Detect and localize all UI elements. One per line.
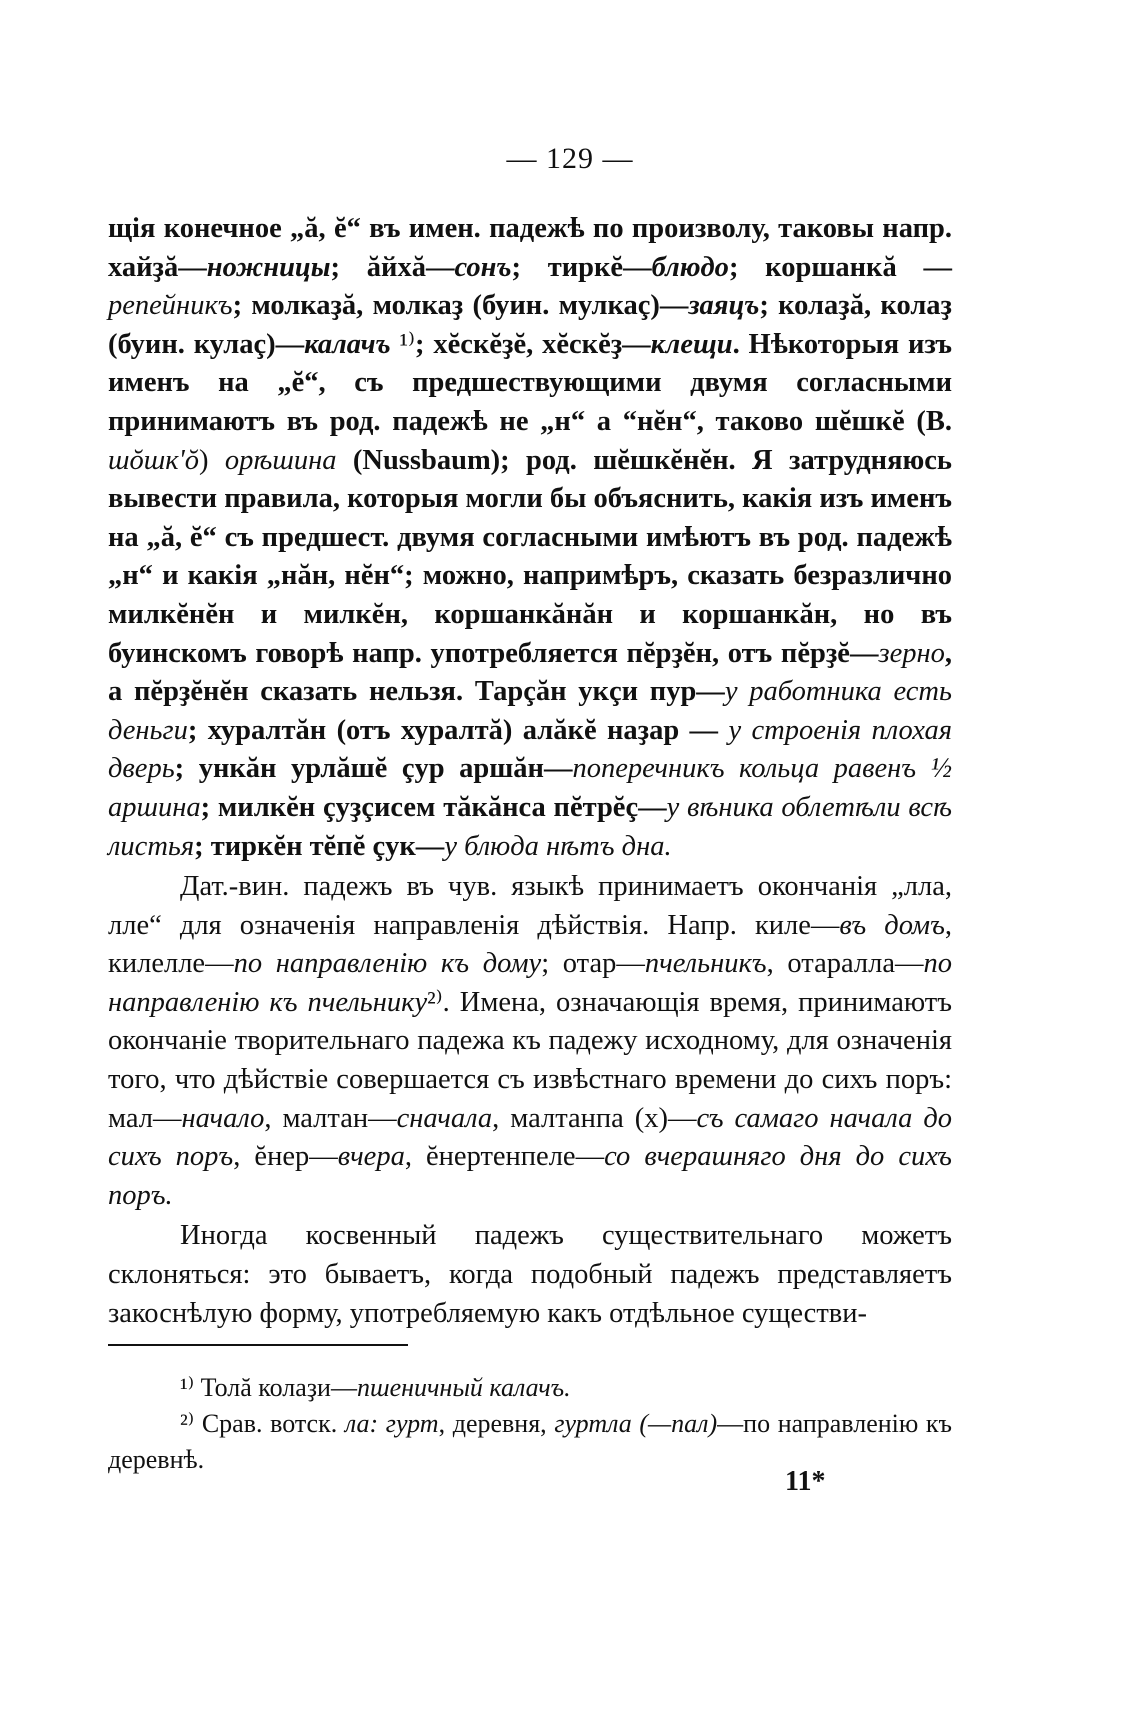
text-run: по направленію къ дому	[233, 948, 542, 980]
text-run: Дат.-вин. падежъ въ чув. языкѣ принимаетъ окончанія „лла, лле“ для означенія направленія дѣйствія. Напр. киле—	[108, 871, 952, 941]
text-run: ¹⁾ Толă колаҙи—	[180, 1373, 357, 1402]
text-run: шŏшк'ŏ	[108, 444, 199, 476]
text-run: . Имена, означающія время, принимаютъ окончаніе творительнаго падежа къ падежу исходному, для означенія того, что дѣйствіе совершается съ извѣстнаго времени до сихъ поръ: мал—	[108, 986, 952, 1134]
text-run: репейникъ	[108, 290, 233, 322]
text-run: по направленію къ пчельнику	[108, 948, 952, 1018]
paragraph	[108, 210, 952, 866]
text-run: , отаралла—	[766, 948, 924, 980]
text-run: у блюда нѣтъ дна.	[444, 830, 672, 862]
text-run: заяцъ	[688, 290, 760, 322]
text-run: , малтанпа (х)—	[492, 1102, 697, 1134]
text-run: клещи	[650, 328, 733, 360]
text-run: —по направленію къ деревнѣ.	[108, 1409, 953, 1474]
text-run: съ самаго начала до сихъ поръ	[108, 1102, 953, 1173]
text-run: гуртла (—пал)	[554, 1409, 718, 1438]
text-run: )	[198, 444, 225, 476]
text-run: ; хĕскĕҙĕ, хĕскĕҙ—	[415, 328, 651, 360]
text-run: сонъ	[454, 251, 512, 283]
text-run: сначала	[396, 1102, 493, 1134]
text-run: вчера	[337, 1141, 405, 1173]
text-run: у строенія плохая дверь	[108, 714, 952, 785]
text-run: у вѣника облетѣли всѣ листья	[108, 791, 953, 862]
body-text	[108, 210, 952, 1333]
text-run: ; тиркĕ—	[511, 251, 652, 283]
text-run: , ĕнер—	[233, 1141, 338, 1173]
text-run: (Nussbaum); род. шĕшкĕнĕн. Я затрудняюсь вывести правила, которыя могли бы объяснить, какія изъ именъ на „ă, ĕ“ съ предшест. двумя согласными имѣютъ въ род. падежѣ „н“ и какія „нăн, нĕн“; можно, напримѣръ, сказать безразлично милкĕнĕн и милкĕн, коршанкăнăн и коршанкăн, но въ буинскомъ говорѣ напр. употребляется пĕрҙĕн, отъ пĕрҙĕ—	[108, 444, 953, 669]
page-number-header: — 129 —	[506, 142, 634, 175]
text-run: ; ăйхă—	[330, 251, 455, 283]
text-run: , ĕнертенпеле—	[404, 1141, 605, 1173]
footnote	[108, 1370, 952, 1406]
text-run: ²⁾ Срав. вотск.	[180, 1409, 345, 1438]
signature-mark: 11*	[785, 1466, 826, 1497]
text-run: ²⁾	[427, 986, 443, 1018]
text-run: , а пĕрҙĕнĕн сказать нельзя. Тарçăн укçи пур—	[108, 637, 952, 708]
text-run: ; молкаҙă, молкаҙ (буин. мулкаç)—	[232, 290, 689, 322]
footnote-divider	[108, 1344, 408, 1346]
text-run: ; коршанкă —	[728, 251, 952, 283]
text-run: ¹⁾	[390, 328, 416, 360]
text-run: . Нѣкоторыя изъ именъ на „ĕ“, съ предшествующими двумя согласными принимаютъ въ род. падежѣ не „н“ а “нĕн“, таково шĕшкĕ (В.	[108, 328, 952, 437]
text-run: у работника есть деньги	[108, 676, 952, 746]
text-run: , малтан—	[264, 1102, 397, 1134]
text-run: калачъ	[304, 328, 391, 360]
text-run: ; милкĕн çуҙçисем тăкăнса пĕтрĕç—	[200, 791, 667, 823]
text-run: зерно	[878, 637, 945, 669]
text-run: Иногда косвенный падежъ существительнаго можетъ склоняться: это бываетъ, когда подобный падежъ представляетъ закоснѣлую форму, употребляемую какъ отдѣльное существи-	[108, 1220, 952, 1329]
footnotes	[108, 1370, 952, 1478]
text-run: въ домъ	[839, 909, 945, 941]
text-run: ножницы	[206, 251, 331, 283]
text-run: начало	[181, 1102, 265, 1134]
text-run: поперечникъ кольца равенъ ½ аршина	[108, 753, 952, 823]
text-run: щія конечное „ă, ĕ“ въ имен. падежѣ по произволу, таковы напр. хайҙă—	[108, 213, 952, 283]
text-run: со вчерашняго дня до сихъ поръ.	[108, 1141, 952, 1211]
text-run: орѣшина	[224, 444, 337, 476]
text-run: , килелле—	[108, 909, 952, 980]
text-run: пчельникъ	[644, 948, 767, 980]
text-run: пшеничный калачъ.	[356, 1373, 571, 1402]
paragraph	[108, 868, 952, 1215]
text-run: ; колаҙă, колаҙ (буин. кулаç)—	[108, 290, 953, 360]
text-run: ; тиркĕн тĕпĕ çук—	[194, 830, 445, 862]
paragraph	[108, 1217, 952, 1333]
text-run: блюдо	[651, 251, 729, 283]
text-run: ; отар—	[541, 948, 645, 980]
text-run: ; ункăн урлăшĕ çур аршăн—	[174, 753, 573, 785]
text-run: , деревня,	[438, 1409, 555, 1438]
text-run: ; хуралтăн (отъ хуралтă) алăкĕ наҙар —	[187, 714, 729, 746]
text-run: ла: гурт	[344, 1409, 439, 1438]
